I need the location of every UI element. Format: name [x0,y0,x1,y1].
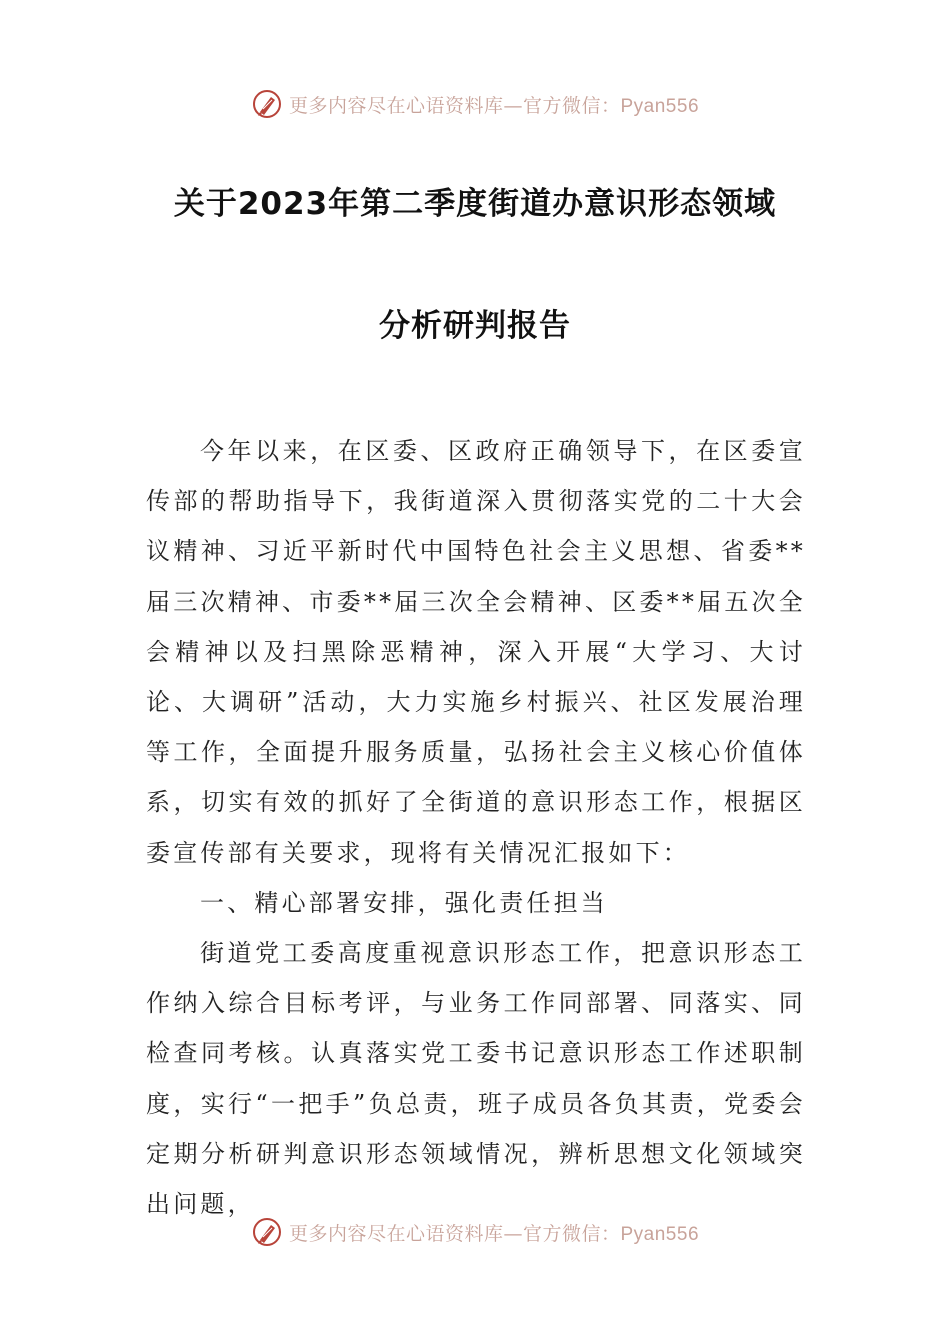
pen-nib-logo-icon [251,88,283,120]
watermark-text: 更多内容尽在心语资料库—官方微信：Pyan556 [288,94,700,117]
document-body [146,426,806,1229]
section-1-paragraph: 街道党工委高度重视意识形态工作，把意识形态工作纳入综合目标考评，与业务工作同部署、同落实、同检查同考核。认真落实党工委书记意识形态工作述职制度，实行“一把手”负总责，班子成员各负其责，党委会定期分析研判意识形态领域情况，辨析思想文化领域突出问题， [146,939,806,1219]
footer-watermark [0,1212,950,1252]
pen-nib-logo-icon [251,1216,283,1248]
document-title-line-1: 关于2023年第二季度街道办意识形态领域 [173,186,777,222]
section-heading-1: 一、精心部署安排，强化责任担当 [200,888,608,917]
watermark-text: 更多内容尽在心语资料库—官方微信：Pyan556 [288,1222,700,1245]
header-watermark [0,84,950,124]
intro-paragraph: 今年以来，在区委、区政府正确领导下，在区委宣传部的帮助指导下，我街道深入贯彻落实党的二十大会议精神、习近平新时代中国特色社会主义思想、省委**届三次精神、市委**届三次全会精神、区委**届五次全会精神以及扫黑除恶精神，深入开展“大学习、大讨论、大调研”活动，大力实施乡村振兴、社区发展治理等工作，全面提升服务质量，弘扬社会主义核心价值体系，切实有效的抓好了全街道的意识形态工作，根据区委宣传部有关要求，现将有关情况汇报如下： [146,437,806,867]
document-title-line-2: 分析研判报告 [379,308,571,344]
